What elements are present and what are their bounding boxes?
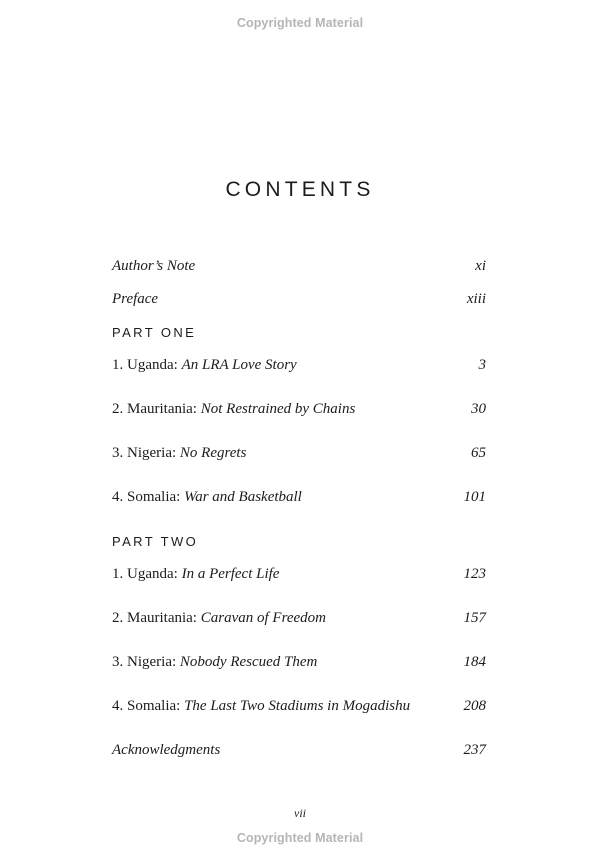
chapter-title: An LRA Love Story: [181, 357, 297, 373]
toc-page-number: 3: [478, 357, 486, 373]
toc-page-number: 208: [463, 698, 486, 714]
toc-entry-label: Acknowledgments: [112, 742, 221, 758]
toc-entry-label: [112, 399, 355, 419]
chapter-title: The Last Two Stadiums in Mogadishu: [184, 698, 411, 714]
toc-entry-acknowledgments[interactable]: [112, 740, 486, 760]
copyright-watermark-bottom: Copyrighted Material: [236, 831, 364, 845]
contents-title: CONTENTS: [225, 178, 375, 201]
toc-page-number: 30: [471, 401, 486, 417]
toc-page-number: 237: [463, 742, 486, 758]
toc-page-number: 65: [471, 445, 486, 461]
toc-entry-label: [112, 608, 326, 628]
toc-entry-label: [112, 564, 279, 584]
copyright-watermark-top: Copyrighted Material: [236, 16, 364, 30]
toc-entry-preface[interactable]: [112, 289, 486, 309]
toc-entry-part-two-3[interactable]: [112, 652, 486, 672]
toc-entry-part-two-1[interactable]: [112, 564, 486, 584]
toc-entry-part-one-4[interactable]: [112, 487, 486, 507]
toc-entry-label: [112, 355, 297, 375]
chapter-title: In a Perfect Life: [181, 566, 280, 582]
chapter-number: 1. Uganda:: [112, 357, 182, 373]
chapter-number: 4. Somalia:: [112, 698, 185, 714]
toc-page-number: 101: [463, 489, 486, 505]
chapter-title: Not Restrained by Chains: [200, 401, 356, 417]
part-one-heading: PART ONE: [112, 325, 197, 340]
toc-page-number: xi: [475, 258, 486, 274]
toc-entry-part-one-1[interactable]: [112, 355, 486, 375]
toc-page-number: 157: [463, 610, 486, 626]
chapter-title: Nobody Rescued Them: [179, 654, 318, 670]
toc-page-number: 184: [463, 654, 486, 670]
toc-entry-authors-note[interactable]: [112, 256, 486, 276]
toc-entry-part-one-2[interactable]: [112, 399, 486, 419]
toc-entry-label: Preface: [112, 291, 159, 307]
chapter-title: War and Basketball: [184, 489, 302, 505]
toc-entry-label: [112, 443, 246, 463]
chapter-number: 3. Nigeria:: [112, 654, 180, 670]
toc-page-number: xiii: [466, 291, 486, 307]
chapter-number: 1. Uganda:: [112, 566, 182, 582]
toc-entry-label: [112, 652, 317, 672]
toc-entry-part-two-4[interactable]: [112, 696, 486, 716]
toc-entry-label: Author’s Note: [112, 258, 196, 274]
toc-entry-label: [112, 696, 410, 716]
chapter-number: 3. Nigeria:: [112, 445, 180, 461]
chapter-title: No Regrets: [179, 445, 247, 461]
chapter-number: 2. Mauritania:: [112, 401, 201, 417]
toc-entry-part-one-3[interactable]: [112, 443, 486, 463]
toc-entry-label: [112, 487, 302, 507]
toc-entry-part-two-2[interactable]: [112, 608, 486, 628]
part-two-heading: PART TWO: [112, 534, 199, 549]
toc-page-number: 123: [463, 566, 486, 582]
chapter-title: Caravan of Freedom: [200, 610, 326, 626]
chapter-number: 2. Mauritania:: [112, 610, 201, 626]
folio-page-number: vii: [294, 806, 306, 820]
chapter-number: 4. Somalia:: [112, 489, 185, 505]
